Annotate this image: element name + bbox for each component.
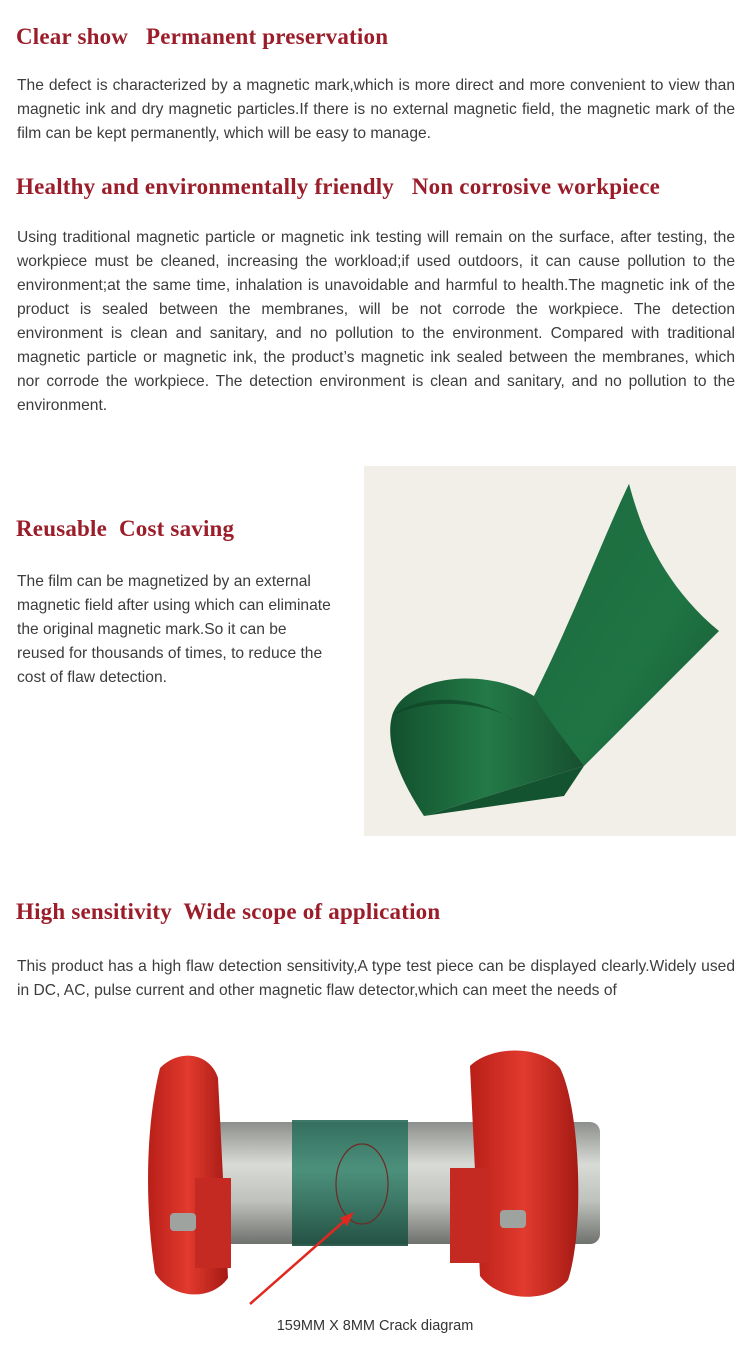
section-body-high-sensitivity: This product has a high flaw detection sensitivity,A type test piece can be displayed clearly.Widely used in DC, AC, pulse current and other magnetic flaw detector,which can meet the needs of [17, 958, 735, 999]
section-heading-high-sensitivity: High sensitivity Wide scope of application [16, 899, 441, 924]
pipe-image [140, 1048, 600, 1310]
section-heading-healthy: Healthy and environmentally friendly Non corrosive workpiece [16, 174, 661, 199]
section-heading-clear-show: Clear show Permanent preservation [16, 24, 389, 49]
image-caption: 159MM X 8MM Crack diagram [276, 1318, 474, 1334]
pipe-crack-photo [140, 1048, 600, 1310]
green-film-image [364, 466, 736, 836]
section-body-healthy: Using traditional magnetic particle or magnetic ink testing will remain on the surface, after testing, the workpiece must be cleaned, increasing the workload;if used outdoors, it can cause pollution to the environment;at the same time, inhalation is unavoidable and harmful to health.The magnetic ink of the product is sealed between the membranes, will be not corrode the workpiece. The detection environment is clean and sanitary, and no pollution to the environment. Compared with traditional magnetic particle or magnetic ink, the product’s magnetic ink sealed between the membranes, which nor corrode the workpiece. The detection environment is clean and sanitary, and no pollution to the environment. [17, 229, 735, 414]
section-body-reusable: The film can be magnetized by an external magnetic field after using which can eliminate the original magnetic mark.So it can be reused for thousands of times, to reduce the cost of flaw detection. [17, 573, 331, 686]
section-body-clear-show: The defect is characterized by a magnetic mark,which is more direct and more convenient to view than magnetic ink and dry magnetic particles.If there is no external magnetic field, the magnetic mark of the film can be kept permanently, which will be easy to manage. [17, 77, 735, 142]
green-film-photo [364, 466, 736, 836]
section-heading-reusable: Reusable Cost saving [16, 516, 235, 541]
